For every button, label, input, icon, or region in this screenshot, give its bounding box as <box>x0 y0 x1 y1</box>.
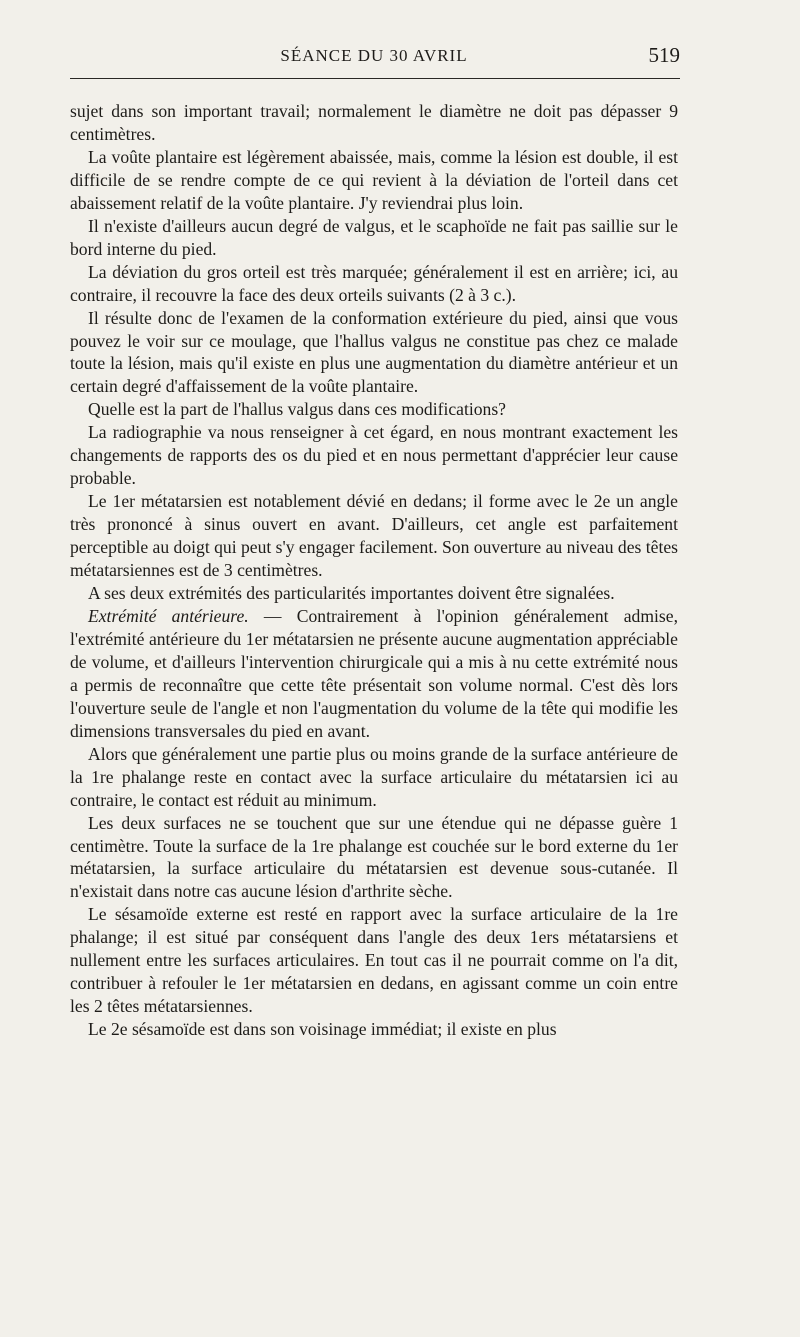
paragraph-9: A ses deux extrémités des particularités importantes doivent être signalées. <box>88 583 615 604</box>
paragraph-13: Le sésamoïde externe est resté en rapport avec la surface articulaire de la 1re phalange; il est situé par conséquent dans l'angle des deux 1ers métatarsiens et nullement entre les surfaces articulaires. En tout cas il ne pourrait comme on l'a dit, contribuer à refouler le 1er métatarsien en dedans, en agissant comme un coin entre les 2 têtes métatarsiennes. <box>70 904 678 1017</box>
running-title: SÉANCE DU 30 AVRIL <box>280 46 468 65</box>
paragraph-11: Alors que généralement une partie plus ou moins grande de la surface antérieure de la 1re phalange reste en contact avec la surface articulaire du métatarsien ici au contraire, le contact est réduit au minimum. <box>70 743 678 810</box>
paragraph-7: La radiographie va nous renseigner à cet égard, en nous montrant exactement les changements de rapports des os du pied et en nous permettant d'apprécier leur cause probable. <box>70 422 678 489</box>
paragraph-8: Le 1er métatarsien est notablement dévié en dedans; il forme avec le 2e un angle très prononcé à sinus ouvert en avant. D'ailleurs, cet angle est parfaitement perceptible au doigt qui peut s'y engager facilement. Son ouverture au niveau des têtes métatarsiennes est de 3 centimètres. <box>70 491 678 581</box>
header-rule <box>70 78 680 79</box>
page-number: 519 <box>648 43 680 67</box>
paragraph-3: Il n'existe d'ailleurs aucun degré de valgus, et le scaphoïde ne fait pas saillie sur le bord interne du pied. <box>70 215 678 259</box>
page-header <box>70 40 678 76</box>
body-text <box>70 100 678 1041</box>
paragraph-1: sujet dans son important travail; normalement le diamètre ne doit pas dépasser 9 centimètres. <box>70 101 678 144</box>
paragraph-12: Les deux surfaces ne se touchent que sur une étendue qui ne dépasse guère 1 centimètre. Toute la surface de la 1re phalange est couchée sur le bord externe du 1er métatarsien, la surface articulaire du métatarsien est devenue sous-cutanée. Il n'existait dans notre cas aucune lésion d'arthrite sèche. <box>70 812 678 902</box>
paragraph-4: La déviation du gros orteil est très marquée; généralement il est en arrière; ici, au contraire, il recouvre la face des deux orteils suivants (2 à 3 c.). <box>70 261 678 305</box>
paragraph-6: Quelle est la part de l'hallus valgus dans ces modifications? <box>88 399 506 420</box>
paragraph-2: La voûte plantaire est légèrement abaissée, mais, comme la lésion est double, il est difficile de se rendre compte de ce qui revient à la déviation de l'orteil dans cet abaissement relatif de la voûte plantaire. J'y reviendrai plus loin. <box>70 146 678 213</box>
paragraph-5: Il résulte donc de l'examen de la conformation extérieure du pied, ainsi que vous pouvez le voir sur ce moulage, que l'hallus valgus ne constitue pas chez ce malade toute la lésion, mais qu'il existe en plus une augmentation du diamètre antérieur et un certain degré d'affaissement de la voûte plantaire. <box>70 307 678 397</box>
paragraph-10-text: — Contrairement à l'opinion généralement admise, l'extrémité antérieure du 1er métatarsien ne présente aucune augmentation appréciable de volume, et d'ailleurs l'intervention chirurgicale qui a mis à nu cette extrémité nous a permis de reconnaître que cette tête présentait son volume normal. C'est dès lors l'ouverture seule de l'angle et non l'augmentation du volume de la tête qui modifie les dimensions transversales du pied en avant. <box>70 605 678 741</box>
paragraph-14: Le 2e sésamoïde est dans son voisinage immédiat; il existe en plus <box>88 1019 557 1040</box>
section-lead: Extrémité antérieure. <box>88 605 249 626</box>
paragraph-10 <box>70 605 678 743</box>
